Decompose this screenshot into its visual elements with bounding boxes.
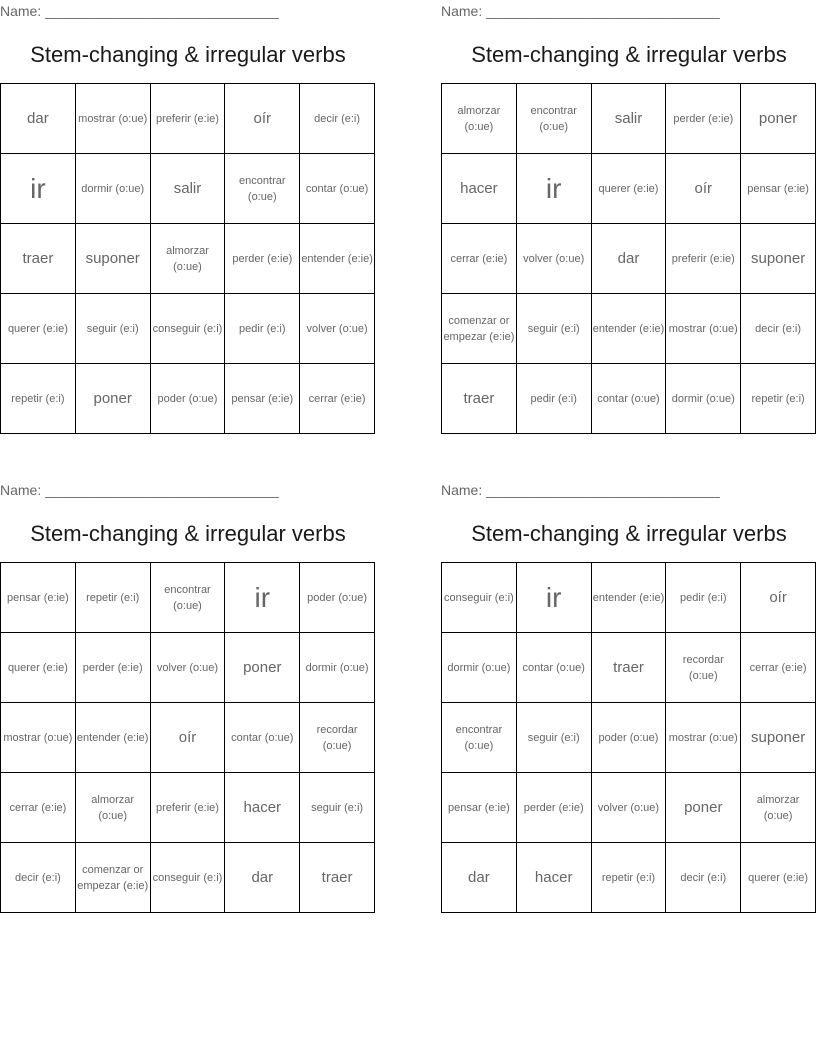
bingo-cell: encontrar (o:ue) — [517, 84, 592, 154]
bingo-grid — [441, 83, 816, 434]
bingo-cell: dormir (o:ue) — [300, 633, 375, 703]
bingo-cell: pensar (e:ie) — [1, 563, 76, 633]
bingo-cell: volver (o:ue) — [517, 224, 592, 294]
bingo-cell: suponer — [741, 703, 816, 773]
bingo-grid — [0, 562, 375, 913]
bingo-cell: salir — [592, 84, 667, 154]
bingo-cell: oír — [741, 563, 816, 633]
bingo-cell: cerrar (e:ie) — [442, 224, 517, 294]
bingo-cell: repetir (e:i) — [76, 563, 151, 633]
bingo-cell: poner — [666, 773, 741, 843]
bingo-cell: traer — [1, 224, 76, 294]
bingo-cell: cerrar (e:ie) — [300, 364, 375, 434]
card-title: Stem-changing & irregular verbs — [471, 42, 787, 67]
bingo-cell: perder (e:ie) — [666, 84, 741, 154]
bingo-cell: traer — [592, 633, 667, 703]
bingo-cell: cerrar (e:ie) — [1, 773, 76, 843]
bingo-cell: encontrar (o:ue) — [225, 154, 300, 224]
bingo-cell: dormir (o:ue) — [666, 364, 741, 434]
bingo-cell: conseguir (e:i) — [442, 563, 517, 633]
bingo-cell: dar — [225, 843, 300, 913]
bingo-cell: hacer — [442, 154, 517, 224]
bingo-cell: mostrar (o:ue) — [76, 84, 151, 154]
bingo-cell: entender (e:ie) — [300, 224, 375, 294]
bingo-cell: suponer — [741, 224, 816, 294]
bingo-cell: perder (e:ie) — [225, 224, 300, 294]
bingo-cell: oír — [225, 84, 300, 154]
bingo-cell: decir (e:i) — [666, 843, 741, 913]
card-title: Stem-changing & irregular verbs — [471, 521, 787, 546]
card-title: Stem-changing & irregular verbs — [30, 42, 346, 67]
bingo-cell: seguir (e:i) — [300, 773, 375, 843]
bingo-cell: ir — [517, 154, 592, 224]
bingo-cell: dormir (o:ue) — [442, 633, 517, 703]
bingo-cell: decir (e:i) — [300, 84, 375, 154]
bingo-cell: pedir (e:i) — [666, 563, 741, 633]
bingo-cell: mostrar (o:ue) — [666, 294, 741, 364]
bingo-cell: ir — [1, 154, 76, 224]
bingo-cell: comenzar or empezar (e:ie) — [76, 843, 151, 913]
bingo-cell: recordar (o:ue) — [300, 703, 375, 773]
bingo-cell: poder (o:ue) — [151, 364, 226, 434]
bingo-cell: seguir (e:i) — [517, 294, 592, 364]
bingo-cell: oír — [151, 703, 226, 773]
bingo-cell: recordar (o:ue) — [666, 633, 741, 703]
card-title: Stem-changing & irregular verbs — [30, 521, 346, 546]
bingo-cell: almorzar (o:ue) — [76, 773, 151, 843]
bingo-cell: contar (o:ue) — [300, 154, 375, 224]
bingo-cell: querer (e:ie) — [592, 154, 667, 224]
name-line: Name: ______________________________ — [0, 482, 279, 498]
bingo-cell: contar (o:ue) — [225, 703, 300, 773]
bingo-cell: entender (e:ie) — [592, 563, 667, 633]
bingo-cell: encontrar (o:ue) — [151, 563, 226, 633]
bingo-cell: pensar (e:ie) — [225, 364, 300, 434]
bingo-cell: seguir (e:i) — [517, 703, 592, 773]
bingo-cell: ir — [225, 563, 300, 633]
bingo-cell: poder (o:ue) — [300, 563, 375, 633]
bingo-cell: querer (e:ie) — [1, 294, 76, 364]
bingo-cell: suponer — [76, 224, 151, 294]
bingo-cell: traer — [300, 843, 375, 913]
bingo-cell: comenzar or empezar (e:ie) — [442, 294, 517, 364]
bingo-cell: preferir (e:ie) — [151, 84, 226, 154]
bingo-cell: encontrar (o:ue) — [442, 703, 517, 773]
bingo-cell: hacer — [225, 773, 300, 843]
bingo-cell: oír — [666, 154, 741, 224]
bingo-cell: contar (o:ue) — [517, 633, 592, 703]
bingo-cell: repetir (e:i) — [741, 364, 816, 434]
bingo-cell: decir (e:i) — [741, 294, 816, 364]
bingo-cell: pedir (e:i) — [517, 364, 592, 434]
bingo-cell: repetir (e:i) — [1, 364, 76, 434]
bingo-cell: decir (e:i) — [1, 843, 76, 913]
bingo-cell: querer (e:ie) — [741, 843, 816, 913]
bingo-cell: pensar (e:ie) — [442, 773, 517, 843]
bingo-grid — [0, 83, 375, 434]
bingo-cell: volver (o:ue) — [592, 773, 667, 843]
bingo-grid — [441, 562, 816, 913]
bingo-cell: salir — [151, 154, 226, 224]
name-line: Name: ______________________________ — [441, 3, 720, 19]
bingo-cell: entender (e:ie) — [76, 703, 151, 773]
bingo-cell: ir — [517, 563, 592, 633]
bingo-cell: mostrar (o:ue) — [1, 703, 76, 773]
bingo-cell: conseguir (e:i) — [151, 294, 226, 364]
bingo-cell: preferir (e:ie) — [151, 773, 226, 843]
bingo-cell: preferir (e:ie) — [666, 224, 741, 294]
bingo-cell: cerrar (e:ie) — [741, 633, 816, 703]
bingo-cell: seguir (e:i) — [76, 294, 151, 364]
bingo-cell: traer — [442, 364, 517, 434]
bingo-cell: poner — [741, 84, 816, 154]
bingo-cell: dormir (o:ue) — [76, 154, 151, 224]
bingo-cell: almorzar (o:ue) — [151, 224, 226, 294]
bingo-cell: volver (o:ue) — [151, 633, 226, 703]
bingo-cell: hacer — [517, 843, 592, 913]
bingo-cell: entender (e:ie) — [592, 294, 667, 364]
bingo-cell: pedir (e:i) — [225, 294, 300, 364]
bingo-cell: almorzar (o:ue) — [741, 773, 816, 843]
bingo-cell: almorzar (o:ue) — [442, 84, 517, 154]
name-line: Name: ______________________________ — [0, 3, 279, 19]
bingo-cell: perder (e:ie) — [76, 633, 151, 703]
bingo-cell: querer (e:ie) — [1, 633, 76, 703]
name-line: Name: ______________________________ — [441, 482, 720, 498]
bingo-cell: contar (o:ue) — [592, 364, 667, 434]
bingo-cell: dar — [592, 224, 667, 294]
bingo-cell: mostrar (o:ue) — [666, 703, 741, 773]
bingo-cell: repetir (e:i) — [592, 843, 667, 913]
bingo-cell: poder (o:ue) — [592, 703, 667, 773]
bingo-cell: poner — [76, 364, 151, 434]
bingo-cell: pensar (e:ie) — [741, 154, 816, 224]
bingo-cell: dar — [442, 843, 517, 913]
bingo-cell: poner — [225, 633, 300, 703]
bingo-cell: volver (o:ue) — [300, 294, 375, 364]
bingo-cell: conseguir (e:i) — [151, 843, 226, 913]
bingo-cell: perder (e:ie) — [517, 773, 592, 843]
bingo-cell: dar — [1, 84, 76, 154]
